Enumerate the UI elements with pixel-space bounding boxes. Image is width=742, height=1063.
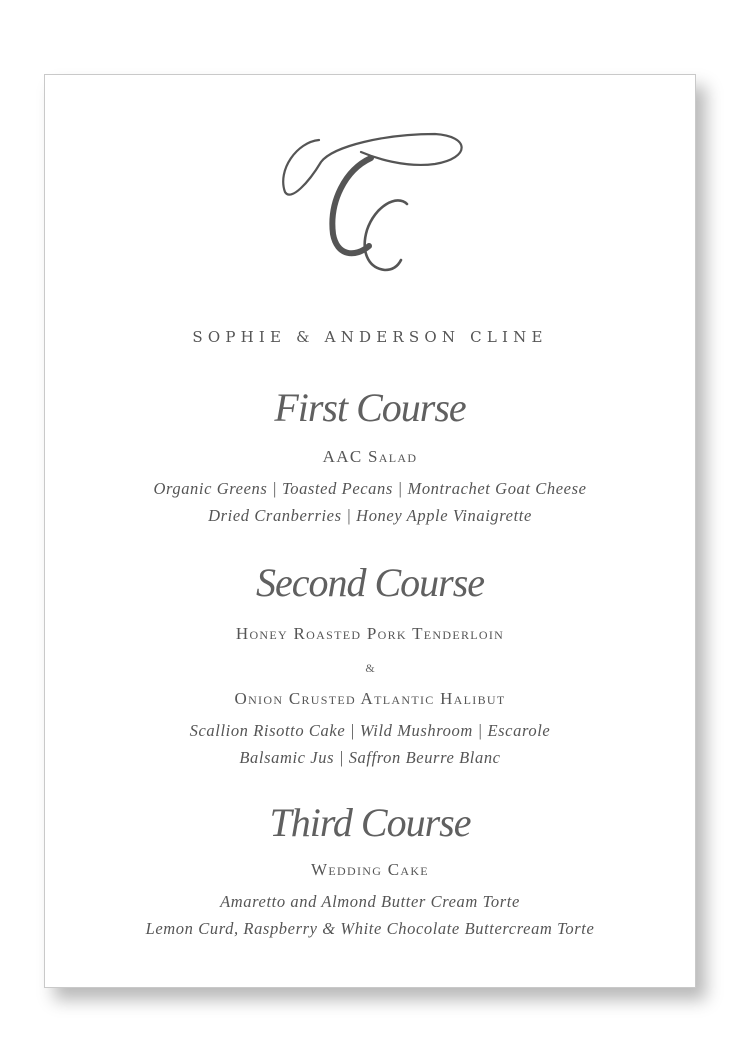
dish-separator: &: [365, 661, 375, 675]
third-course-dish: Wedding Cake: [311, 860, 429, 879]
second-course-dish: Honey Roasted Pork Tenderloin: [235, 624, 505, 643]
second-course-detail-line: Scallion Risotto Cake | Wild Mushroom | Escarole: [189, 721, 551, 740]
first-course-title: First Course: [274, 385, 466, 430]
second-course-detail-line: Balsamic Jus | Saffron Beurre Blanc: [239, 748, 501, 767]
first-course-detail-line: Organic Greens | Toasted Pecans | Montrachet Goat Cheese: [153, 479, 587, 498]
first-course-detail-line: Dried Cranberries | Honey Apple Vinaigrette: [208, 506, 532, 525]
menu-card: [44, 74, 696, 988]
third-course-detail-line: Lemon Curd, Raspberry & White Chocolate Buttercream Torte: [145, 919, 595, 938]
first-course-dish: AAC Salad: [322, 447, 418, 466]
couple-names: SOPHIE & ANDERSON CLINE: [192, 328, 548, 346]
second-course-dish: Onion Crusted Atlantic Halibut: [234, 689, 506, 708]
script-c-monogram-icon: [275, 130, 475, 275]
second-course-title: Second Course: [255, 560, 485, 605]
third-course-detail-line: Amaretto and Almond Butter Cream Torte: [220, 892, 520, 911]
third-course-title: Third Course: [269, 800, 471, 845]
